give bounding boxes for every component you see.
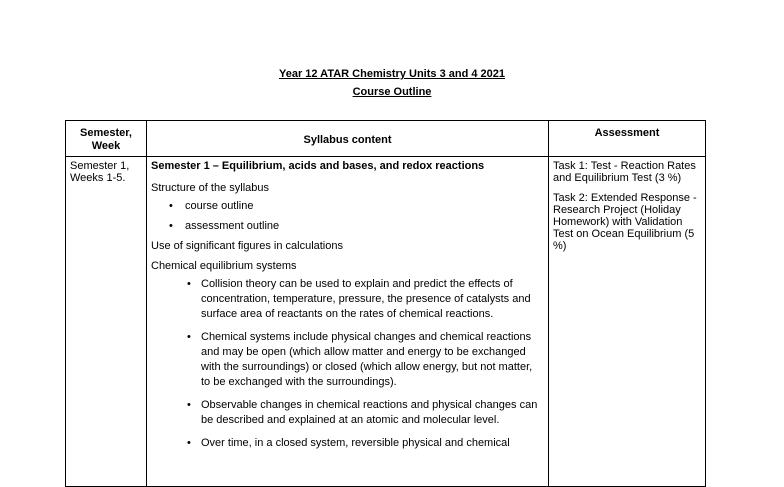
- equilibrium-label: Chemical equilibrium systems: [151, 260, 297, 272]
- list-item: • Over time, in a closed system, reversible physical and chemical: [201, 436, 544, 451]
- semester-week-cell: [66, 157, 147, 487]
- document-subtitle: Course Outline: [352, 86, 432, 98]
- table-row: [66, 157, 706, 487]
- sig-figs-text: Use of significant figures in calculations: [151, 240, 343, 252]
- list-item: • assessment outline: [181, 220, 544, 232]
- structure-list: [151, 200, 544, 232]
- header-semester-week: Semester, Week: [66, 121, 147, 157]
- syllabus-content-cell: [147, 157, 549, 487]
- assessment-cell: [549, 157, 706, 487]
- course-outline-table: [65, 120, 706, 487]
- semester-heading: Semester 1 – Equilibrium, acids and bases, and redox reactions: [151, 160, 485, 172]
- list-item: • Collision theory can be used to explain and predict the effects of concentration, temperature, pressure, the presence of catalysts and surface area of reactants on the rates of chemical reactions.: [201, 277, 544, 322]
- document-title: Year 12 ATAR Chemistry Units 3 and 4 2021: [279, 68, 505, 80]
- list-item: • Observable changes in chemical reactions and physical changes can be described and explained at an atomic and molecular level.: [201, 398, 544, 428]
- assessment-task: Task 1: Test - Reaction Rates and Equilibrium Test (3 %): [553, 160, 696, 184]
- table-header-row: [66, 121, 706, 157]
- assessment-task: Task 2: Extended Response - Research Project (Holiday Homework) with Validation Test on Ocean Equilibrium (5 %): [553, 192, 697, 252]
- semester-week-text: Semester 1, Weeks 1-5.: [70, 160, 130, 184]
- structure-label: Structure of the syllabus: [151, 182, 270, 194]
- list-item: • Chemical systems include physical changes and chemical reactions and may be open (which allow matter and energy to be exchanged with the surroundings) or closed (which allow energy, but not matter, to be exchanged with the surroundings).: [201, 330, 544, 390]
- equilibrium-points-list: [151, 277, 544, 451]
- header-assessment: Assessment: [549, 121, 706, 157]
- list-item: • course outline: [181, 200, 544, 212]
- header-syllabus-content: Syllabus content: [147, 121, 549, 157]
